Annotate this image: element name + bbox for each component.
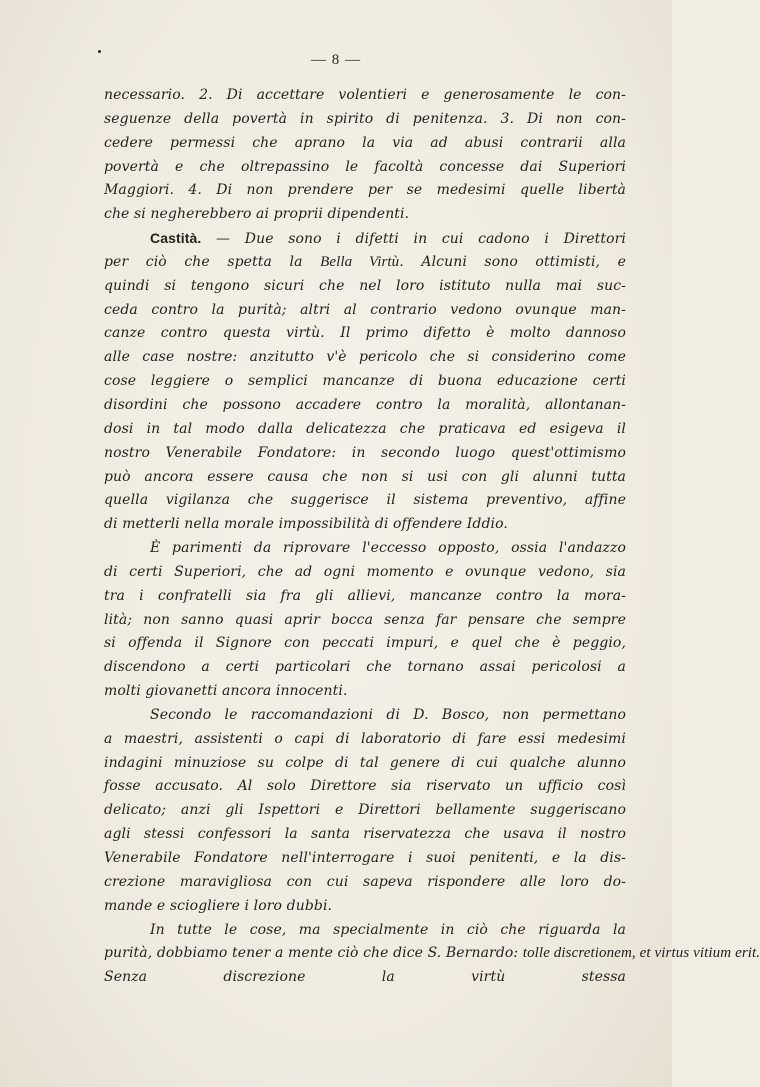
text-span: — Due sono i difetti in cui cadono i Direttori (201, 231, 626, 248)
section-heading: Castità. (150, 230, 202, 247)
text-line (104, 227, 626, 251)
text-line: In tutte le cose, ma specialmente in ciò che riguarda la (150, 921, 626, 938)
text-line: seguenze della povertà in spirito di penitenza. 3. Di non con- (104, 110, 626, 127)
text-line: può ancora essere causa che non si usi con gli alunni tutta (104, 468, 626, 485)
text-line: crezione maravigliosa con cui sapeva rispondere alle loro do- (104, 873, 626, 890)
text-line: di certi Superiori, che ad ogni momento e ovunque vedono, sia (104, 563, 626, 580)
text-line: agli stessi confessori la santa riservatezza che usava il nostro (104, 826, 626, 843)
text-line: È parimenti da riprovare l'eccesso opposto, ossia l'andazzo (150, 540, 626, 557)
text-span: per ciò che spetta la (104, 253, 321, 270)
text-line: povertà e che oltrepassino le facoltà concesse dai Superiori (104, 158, 626, 175)
text-line: indagini minuziose su colpe di tal genere di cui qualche alunno (104, 754, 626, 771)
text-line: Venerabile Fondatore nell'interrogare i suoi penitenti, e la dis- (104, 850, 626, 866)
text-span: Senza discrezione la virtù stessa (104, 969, 626, 986)
text-line: tra i confratelli sia fra gli allievi, mancanze contro la mora- (104, 587, 626, 604)
text-span: . Alcuni sono ottimisti, e (399, 253, 626, 270)
text-line: lità; non sanno quasi aprir bocca senza far pensare che sempre (104, 611, 626, 628)
text-line: a maestri, assistenti o capi di laboratorio di fare essi medesimi (104, 730, 626, 747)
text-line: canze contro questa virtù. Il primo difetto è molto dannoso (104, 325, 626, 342)
latin-quote: tolle discretionem, et virtus vitium erit. (522, 945, 760, 962)
text-line: Secondo le raccomandazioni di D. Bosco, non permettano (150, 706, 626, 723)
text-span: purità, dobbiamo tener a mente ciò che dice S. Bernardo: (104, 945, 523, 962)
text-line: quella vigilanza che suggerisce il sistema preventivo, affine (104, 492, 626, 509)
text-line (104, 966, 626, 990)
text-line: molti giovanetti ancora innocenti. (104, 683, 348, 700)
text-line: nostro Venerabile Fondatore: in secondo luogo quest'ottimismo (104, 444, 626, 461)
body-text (104, 84, 760, 990)
text-line: disordini che possono accadere contro la moralità, allontanan- (104, 396, 626, 413)
text-line: che si negherebbero ai proprii dipendenti. (104, 206, 410, 223)
text-line: cedere permessi che aprano la via ad abusi contrarii alla (104, 134, 626, 151)
text-line: necessario. 2. Di accettare volentieri e generosamente le con- (104, 87, 626, 103)
text-line: fosse accusato. Al solo Direttore sia riservato un ufficio così (104, 778, 626, 795)
page-number: — 8 — (311, 52, 361, 68)
text-line: si offenda il Signore con peccati impuri, e quel che è peggio, (104, 635, 626, 652)
text-line: di metterli nella morale impossibilità di offendere Iddio. (104, 516, 508, 533)
emphasis-text: Bella Virtù (320, 253, 400, 270)
text-line: mande e sciogliere i loro dubbi. (104, 897, 333, 914)
text-line: quindi si tengono sicuri che nel loro istituto nulla mai suc- (104, 277, 626, 294)
text-line: dosi in tal modo dalla delicatezza che praticava ed esigeva il (104, 420, 626, 437)
text-line: ceda contro la purità; altri al contrario vedono ovunque man- (104, 301, 626, 318)
text-line: delicato; anzi gli Ispettori e Direttori bellamente suggeriscano (104, 802, 626, 819)
text-line: Maggiori. 4. Di non prendere per se medesimi quelle libertà (104, 182, 626, 199)
text-line (104, 942, 760, 966)
text-line (104, 251, 626, 275)
text-line: alle case nostre: anzitutto v'è pericolo che si considerino come (104, 349, 626, 366)
text-line: cose leggiere o semplici mancanze di buona educazione certi (104, 373, 626, 390)
text-line: discendono a certi particolari che tornano assai pericolosi a (104, 659, 626, 676)
